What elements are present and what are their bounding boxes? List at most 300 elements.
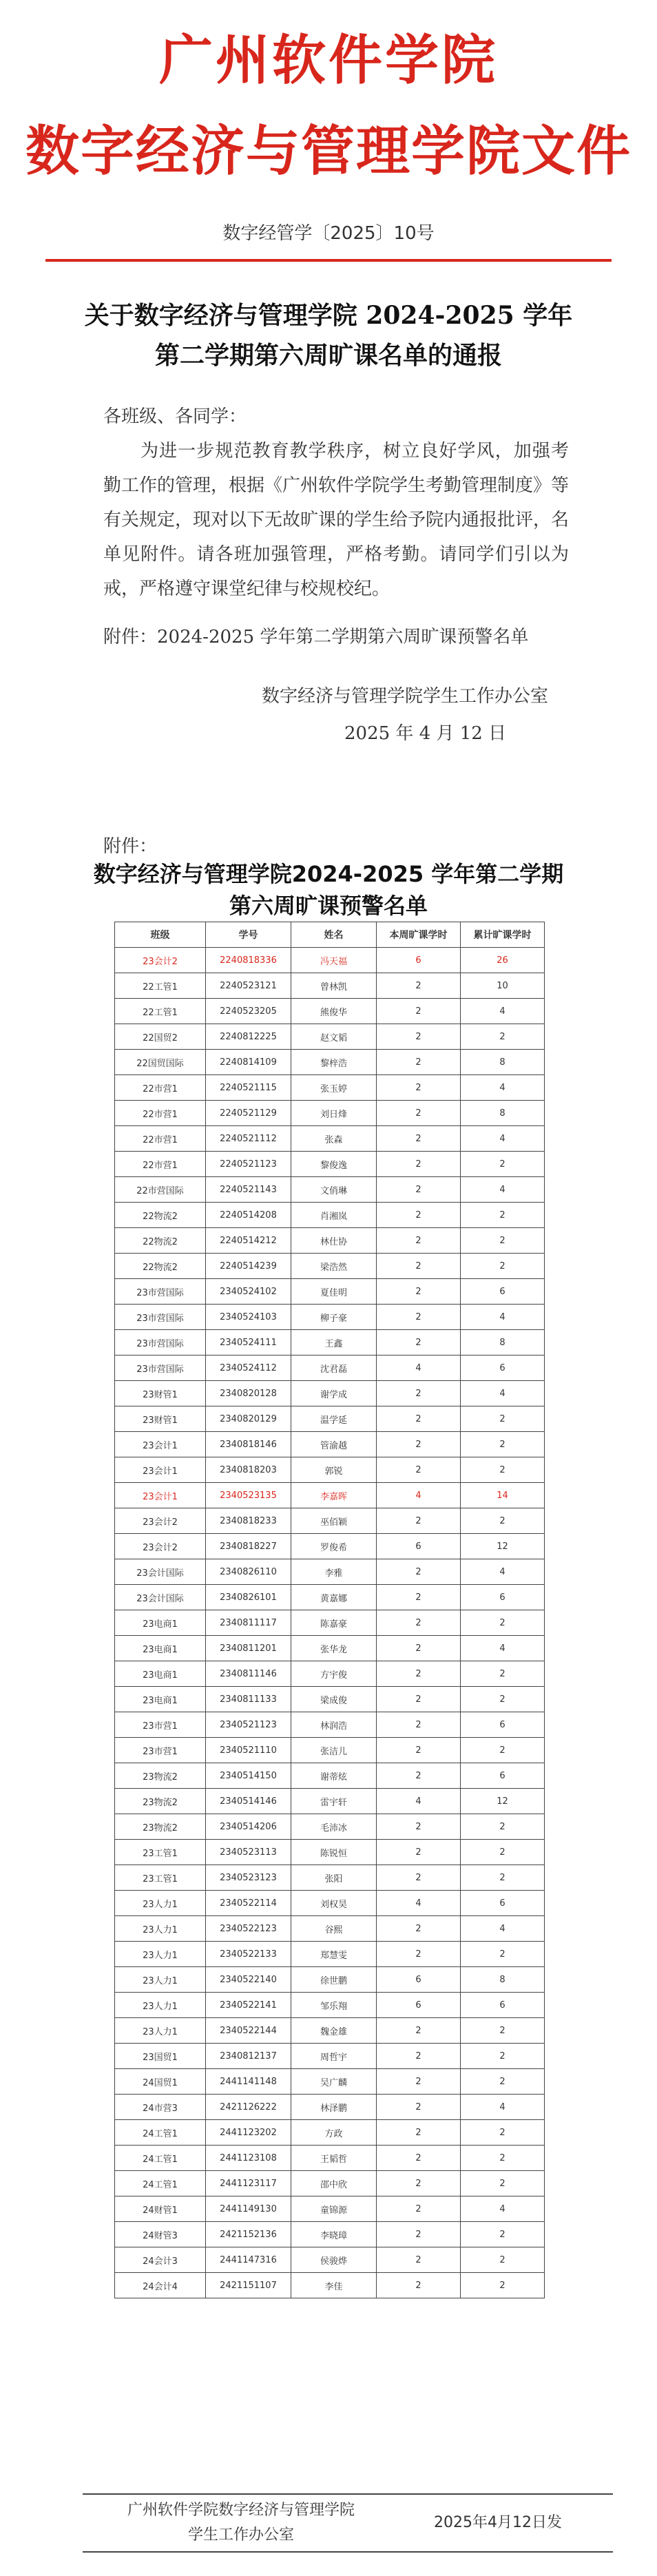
- cell-week-hours: 2: [377, 2069, 461, 2095]
- table-row: [115, 1305, 545, 1330]
- cell-name: 侯骏烨: [291, 2247, 377, 2273]
- cell-student-id: 2340514150: [206, 1763, 291, 1789]
- cell-student-id: 2340514146: [206, 1789, 291, 1814]
- cell-week-hours: 2: [377, 1865, 461, 1891]
- cell-week-hours: 2: [377, 1585, 461, 1610]
- cell-total-hours: 2: [461, 1406, 545, 1432]
- cell-week-hours: 2: [377, 1432, 461, 1457]
- college-document-heading: 数字经济与管理学院文件: [25, 120, 632, 183]
- cell-class: 23物流2: [115, 1814, 206, 1840]
- cell-student-id: 2240521112: [206, 1126, 291, 1152]
- cell-class: 23会计2: [115, 948, 206, 973]
- cell-student-id: 2340522141: [206, 1993, 291, 2018]
- cell-student-id: 2441141148: [206, 2069, 291, 2095]
- cell-total-hours: 2: [461, 1738, 545, 1763]
- cell-total-hours: 2: [461, 2247, 545, 2273]
- table-row: [115, 1024, 545, 1050]
- footer-org-line1: 广州软件学院数字经济与管理学院: [127, 2502, 355, 2519]
- cell-class: 23电商1: [115, 1661, 206, 1687]
- cell-total-hours: 2: [461, 1865, 545, 1891]
- cell-student-id: 2240523205: [206, 999, 291, 1024]
- cell-total-hours: 6: [461, 1585, 545, 1610]
- attachment-line: 附件：2024-2025 学年第二学期第六周旷课预警名单: [103, 627, 529, 647]
- cell-week-hours: 2: [377, 2247, 461, 2273]
- cell-week-hours: 6: [377, 1967, 461, 1993]
- cell-class: 24国贸1: [115, 2069, 206, 2095]
- cell-name: 吴广麟: [291, 2069, 377, 2095]
- cell-class: 23人力1: [115, 1916, 206, 1942]
- cell-week-hours: 2: [377, 1075, 461, 1101]
- cell-week-hours: 2: [377, 1508, 461, 1534]
- cell-total-hours: 2: [461, 2146, 545, 2171]
- cell-name: 林仕协: [291, 1228, 377, 1254]
- cell-name: 张玉婷: [291, 1075, 377, 1101]
- cell-name: 邹乐翔: [291, 1993, 377, 2018]
- cell-name: 方政: [291, 2120, 377, 2146]
- cell-class: 23人力1: [115, 1993, 206, 2018]
- cell-class: 23电商1: [115, 1610, 206, 1636]
- cell-total-hours: 2: [461, 2222, 545, 2247]
- table-row: [115, 1534, 545, 1559]
- table-row: [115, 1406, 545, 1432]
- table-row: [115, 1228, 545, 1254]
- table-row: [115, 1840, 545, 1865]
- cell-week-hours: 2: [377, 1330, 461, 1355]
- table-row: [115, 1559, 545, 1585]
- table-row: [115, 973, 545, 999]
- cell-class: 23市营国际: [115, 1305, 206, 1330]
- cell-name: 谢蒂炫: [291, 1763, 377, 1789]
- cell-name: 李雅: [291, 1559, 377, 1585]
- table-row: [115, 1712, 545, 1738]
- cell-week-hours: 2: [377, 2146, 461, 2171]
- cell-name: 黄嘉娜: [291, 1585, 377, 1610]
- cell-total-hours: 4: [461, 1381, 545, 1406]
- col-week-hours: 本周旷课学时: [377, 922, 461, 948]
- table-row: [115, 1075, 545, 1101]
- col-total-hours: 累计旷课学时: [461, 922, 545, 948]
- cell-name: 黎俊逸: [291, 1152, 377, 1177]
- cell-student-id: 2240814109: [206, 1050, 291, 1075]
- cell-total-hours: 2: [461, 2069, 545, 2095]
- cell-class: 22市营国际: [115, 1177, 206, 1203]
- cell-total-hours: 4: [461, 1559, 545, 1585]
- cell-total-hours: 14: [461, 1483, 545, 1508]
- cell-name: 夏佳明: [291, 1279, 377, 1305]
- cell-total-hours: 8: [461, 1050, 545, 1075]
- table-row: [115, 1967, 545, 1993]
- cell-total-hours: 2: [461, 1228, 545, 1254]
- cell-class: 23会计2: [115, 1534, 206, 1559]
- cell-class: 22国贸2: [115, 1024, 206, 1050]
- cell-name: 李晓璋: [291, 2222, 377, 2247]
- table-row: [115, 999, 545, 1024]
- cell-class: 24工管1: [115, 2120, 206, 2146]
- cell-week-hours: 2: [377, 2222, 461, 2247]
- table-row: [115, 1763, 545, 1789]
- cell-class: 23电商1: [115, 1687, 206, 1712]
- cell-week-hours: 2: [377, 1687, 461, 1712]
- cell-week-hours: 2: [377, 2171, 461, 2196]
- cell-name: 曾林凯: [291, 973, 377, 999]
- cell-total-hours: 4: [461, 2196, 545, 2222]
- cell-total-hours: 26: [461, 948, 545, 973]
- table-row: [115, 1279, 545, 1305]
- cell-name: 李佳: [291, 2273, 377, 2298]
- cell-total-hours: 2: [461, 1152, 545, 1177]
- table-header-row: [115, 922, 545, 948]
- cell-student-id: 2240514212: [206, 1228, 291, 1254]
- cell-student-id: 2240523121: [206, 973, 291, 999]
- cell-total-hours: 2: [461, 1432, 545, 1457]
- cell-class: 24财管3: [115, 2222, 206, 2247]
- cell-name: 周哲宇: [291, 2044, 377, 2069]
- cell-week-hours: 2: [377, 1050, 461, 1075]
- cell-week-hours: 2: [377, 1559, 461, 1585]
- cell-student-id: 2340523135: [206, 1483, 291, 1508]
- cell-name: 巫佰颖: [291, 1508, 377, 1534]
- table-row: [115, 1916, 545, 1942]
- cell-class: 23会计2: [115, 1508, 206, 1534]
- cell-week-hours: 2: [377, 2196, 461, 2222]
- cell-name: 张洁儿: [291, 1738, 377, 1763]
- cell-class: 24会计4: [115, 2273, 206, 2298]
- cell-student-id: 2421151107: [206, 2273, 291, 2298]
- cell-name: 徐世鹏: [291, 1967, 377, 1993]
- cell-name: 郭锐: [291, 1457, 377, 1483]
- cell-class: 24会计3: [115, 2247, 206, 2273]
- cell-class: 22物流2: [115, 1254, 206, 1279]
- notice-title-line1: 关于数字经济与管理学院 2024-2025 学年: [84, 301, 573, 330]
- cell-name: 刘日烽: [291, 1101, 377, 1126]
- cell-student-id: 2340523113: [206, 1840, 291, 1865]
- cell-student-id: 2340522133: [206, 1942, 291, 1967]
- cell-week-hours: 2: [377, 1661, 461, 1687]
- cell-class: 23市营国际: [115, 1279, 206, 1305]
- cell-student-id: 2340820128: [206, 1381, 291, 1406]
- table-row: [115, 1814, 545, 1840]
- cell-week-hours: 2: [377, 1712, 461, 1738]
- cell-class: 23会计1: [115, 1432, 206, 1457]
- cell-total-hours: 4: [461, 2095, 545, 2120]
- table-row: [115, 1254, 545, 1279]
- notice-paragraph: 为进一步规范教育教学秩序，树立良好学风，加强考勤工作的管理，根据《广州软件学院学生考勤管理制度》等有关规定，现对以下无故旷课的学生给予院内通报批评，名单见附件。请各班加强管理，严格考勤。请同学们引以为戒，严格遵守课堂纪律与校规校纪。: [103, 441, 570, 599]
- cell-week-hours: 2: [377, 1126, 461, 1152]
- cell-name: 温学延: [291, 1406, 377, 1432]
- cell-week-hours: 2: [377, 1738, 461, 1763]
- table-row: [115, 1585, 545, 1610]
- table-row: [115, 1457, 545, 1483]
- cell-class: 23国贸1: [115, 2044, 206, 2069]
- cell-name: 魏金雄: [291, 2018, 377, 2044]
- cell-class: 23市营1: [115, 1712, 206, 1738]
- red-divider: [45, 259, 612, 262]
- cell-total-hours: 2: [461, 1024, 545, 1050]
- cell-class: 23工管1: [115, 1865, 206, 1891]
- cell-name: 毛沛冰: [291, 1814, 377, 1840]
- cell-student-id: 2340812137: [206, 2044, 291, 2069]
- cell-total-hours: 8: [461, 1101, 545, 1126]
- cell-class: 22市营1: [115, 1075, 206, 1101]
- cell-week-hours: 2: [377, 973, 461, 999]
- table-row: [115, 1381, 545, 1406]
- cell-student-id: 2441123117: [206, 2171, 291, 2196]
- table-row: [115, 1661, 545, 1687]
- cell-name: 刘权昊: [291, 1891, 377, 1916]
- cell-week-hours: 2: [377, 1024, 461, 1050]
- table-row: [115, 1687, 545, 1712]
- cell-student-id: 2340818146: [206, 1432, 291, 1457]
- cell-total-hours: 4: [461, 1177, 545, 1203]
- cell-class: 22物流2: [115, 1228, 206, 1254]
- cell-class: 23财管1: [115, 1406, 206, 1432]
- cell-total-hours: 4: [461, 1075, 545, 1101]
- table-row: [115, 2018, 545, 2044]
- cell-student-id: 2340826110: [206, 1559, 291, 1585]
- signature: 数字经济与管理学院学生工作办公室: [262, 686, 549, 707]
- cell-student-id: 2340522144: [206, 2018, 291, 2044]
- table-row: [115, 2171, 545, 2196]
- cell-week-hours: 4: [377, 1891, 461, 1916]
- cell-name: 王鑫: [291, 1330, 377, 1355]
- cell-total-hours: 2: [461, 2044, 545, 2069]
- cell-name: 谢学成: [291, 1381, 377, 1406]
- footer-divider-bottom: [83, 2551, 613, 2553]
- cell-week-hours: 2: [377, 1610, 461, 1636]
- table-row: [115, 1152, 545, 1177]
- table-row: [115, 1101, 545, 1126]
- absence-table: [114, 922, 545, 2298]
- cell-week-hours: 2: [377, 1457, 461, 1483]
- cell-class: 23工管1: [115, 1840, 206, 1865]
- table-row: [115, 1177, 545, 1203]
- cell-week-hours: 2: [377, 1814, 461, 1840]
- cell-week-hours: 2: [377, 1406, 461, 1432]
- cell-class: 23人力1: [115, 1891, 206, 1916]
- cell-student-id: 2441147316: [206, 2247, 291, 2273]
- cell-week-hours: 2: [377, 1101, 461, 1126]
- cell-total-hours: 4: [461, 1636, 545, 1661]
- cell-class: 22工管1: [115, 973, 206, 999]
- notice-title-line2: 第二学期第六周旷课名单的通报: [154, 341, 502, 370]
- cell-name: 李嘉晖: [291, 1483, 377, 1508]
- cell-week-hours: 2: [377, 1279, 461, 1305]
- table-row: [115, 2044, 545, 2069]
- cell-class: 23人力1: [115, 1967, 206, 1993]
- cell-week-hours: 2: [377, 1381, 461, 1406]
- cell-week-hours: 2: [377, 2044, 461, 2069]
- cell-student-id: 2340521110: [206, 1738, 291, 1763]
- cell-class: 24工管1: [115, 2146, 206, 2171]
- cell-week-hours: 2: [377, 1203, 461, 1228]
- cell-class: 24工管1: [115, 2171, 206, 2196]
- cell-student-id: 2340522114: [206, 1891, 291, 1916]
- cell-name: 林润浩: [291, 1712, 377, 1738]
- cell-name: 管渝越: [291, 1432, 377, 1457]
- cell-name: 柳子豪: [291, 1305, 377, 1330]
- cell-name: 罗俊希: [291, 1534, 377, 1559]
- cell-class: 23会计1: [115, 1457, 206, 1483]
- cell-name: 林泽鹏: [291, 2095, 377, 2120]
- cell-student-id: 2240521129: [206, 1101, 291, 1126]
- cell-week-hours: 2: [377, 1177, 461, 1203]
- table-row: [115, 1942, 545, 1967]
- cell-total-hours: 2: [461, 1610, 545, 1636]
- cell-total-hours: 6: [461, 1763, 545, 1789]
- cell-student-id: 2240521115: [206, 1075, 291, 1101]
- cell-week-hours: 2: [377, 1228, 461, 1254]
- cell-class: 22物流2: [115, 1203, 206, 1228]
- cell-total-hours: 4: [461, 1916, 545, 1942]
- cell-student-id: 2340524111: [206, 1330, 291, 1355]
- cell-student-id: 2240812225: [206, 1024, 291, 1050]
- table-row: [115, 1355, 545, 1381]
- cell-total-hours: 4: [461, 1126, 545, 1152]
- cell-total-hours: 2: [461, 1687, 545, 1712]
- table-row: [115, 2120, 545, 2146]
- cell-name: 张森: [291, 1126, 377, 1152]
- cell-total-hours: 2: [461, 1814, 545, 1840]
- col-class: 班级: [115, 922, 206, 948]
- cell-total-hours: 2: [461, 1942, 545, 1967]
- cell-class: 22国贸国际: [115, 1050, 206, 1075]
- cell-total-hours: 2: [461, 2120, 545, 2146]
- cell-week-hours: 2: [377, 1763, 461, 1789]
- cell-student-id: 2340523123: [206, 1865, 291, 1891]
- cell-student-id: 2441149130: [206, 2196, 291, 2222]
- cell-total-hours: 6: [461, 1279, 545, 1305]
- cell-week-hours: 2: [377, 1254, 461, 1279]
- table-row: [115, 1432, 545, 1457]
- table-row: [115, 2222, 545, 2247]
- cell-name: 陈锐恒: [291, 1840, 377, 1865]
- cell-week-hours: 4: [377, 1789, 461, 1814]
- cell-name: 熊俊华: [291, 999, 377, 1024]
- cell-student-id: 2240514208: [206, 1203, 291, 1228]
- cell-total-hours: 6: [461, 1993, 545, 2018]
- cell-class: 24市营3: [115, 2095, 206, 2120]
- cell-name: 黎梓浩: [291, 1050, 377, 1075]
- cell-student-id: 2240514239: [206, 1254, 291, 1279]
- cell-student-id: 2340818233: [206, 1508, 291, 1534]
- cell-class: 23市营国际: [115, 1355, 206, 1381]
- table-row: [115, 2069, 545, 2095]
- cell-class: 23物流2: [115, 1789, 206, 1814]
- table-row: [115, 1738, 545, 1763]
- cell-class: 22市营1: [115, 1101, 206, 1126]
- cell-student-id: 2421126222: [206, 2095, 291, 2120]
- table-row: [115, 2273, 545, 2298]
- table-row: [115, 1126, 545, 1152]
- cell-student-id: 2421152136: [206, 2222, 291, 2247]
- cell-name: 梁成俊: [291, 1687, 377, 1712]
- cell-week-hours: 2: [377, 1636, 461, 1661]
- cell-total-hours: 4: [461, 1305, 545, 1330]
- cell-class: 23会计1: [115, 1483, 206, 1508]
- cell-total-hours: 2: [461, 1457, 545, 1483]
- cell-class: 23市营国际: [115, 1330, 206, 1355]
- cell-week-hours: 2: [377, 999, 461, 1024]
- cell-student-id: 2340820129: [206, 1406, 291, 1432]
- cell-week-hours: 2: [377, 1916, 461, 1942]
- table-row: [115, 2196, 545, 2222]
- cell-name: 文俏琳: [291, 1177, 377, 1203]
- cell-total-hours: 2: [461, 1254, 545, 1279]
- cell-student-id: 2340826101: [206, 1585, 291, 1610]
- cell-week-hours: 2: [377, 1840, 461, 1865]
- cell-week-hours: 2: [377, 1305, 461, 1330]
- appendix-label: 附件：: [103, 836, 158, 857]
- cell-student-id: 2340522123: [206, 1916, 291, 1942]
- cell-total-hours: 8: [461, 1330, 545, 1355]
- footer-org-line2: 学生工作办公室: [187, 2526, 294, 2544]
- table-row: [115, 948, 545, 973]
- cell-week-hours: 6: [377, 1534, 461, 1559]
- table-row: [115, 1203, 545, 1228]
- cell-total-hours: 6: [461, 1712, 545, 1738]
- cell-week-hours: 6: [377, 1993, 461, 2018]
- cell-week-hours: 6: [377, 948, 461, 973]
- table-row: [115, 1891, 545, 1916]
- cell-total-hours: 6: [461, 1891, 545, 1916]
- cell-student-id: 2340524103: [206, 1305, 291, 1330]
- cell-name: 陈嘉豪: [291, 1610, 377, 1636]
- table-row: [115, 1508, 545, 1534]
- cell-total-hours: 12: [461, 1789, 545, 1814]
- cell-total-hours: 12: [461, 1534, 545, 1559]
- cell-class: 24财管1: [115, 2196, 206, 2222]
- cell-name: 谷熙: [291, 1916, 377, 1942]
- table-row: [115, 1789, 545, 1814]
- cell-week-hours: 2: [377, 1942, 461, 1967]
- cell-class: 23人力1: [115, 2018, 206, 2044]
- footer-divider-top: [83, 2493, 613, 2495]
- cell-name: 梁浩然: [291, 1254, 377, 1279]
- cell-name: 雷宇轩: [291, 1789, 377, 1814]
- cell-student-id: 2240521123: [206, 1152, 291, 1177]
- cell-class: 23人力1: [115, 1942, 206, 1967]
- cell-class: 23物流2: [115, 1763, 206, 1789]
- cell-student-id: 2340524102: [206, 1279, 291, 1305]
- table-row: [115, 1610, 545, 1636]
- table-row: [115, 2095, 545, 2120]
- cell-student-id: 2340818203: [206, 1457, 291, 1483]
- appendix-title-line1: 数字经济与管理学院2024-2025 学年第二学期: [93, 861, 564, 887]
- footer-issue-date: 2025年4月12日发: [434, 2514, 562, 2531]
- cell-student-id: 2340524112: [206, 1355, 291, 1381]
- table-row: [115, 2247, 545, 2273]
- cell-student-id: 2441123202: [206, 2120, 291, 2146]
- cell-name: 沈君磊: [291, 1355, 377, 1381]
- cell-total-hours: 2: [461, 1840, 545, 1865]
- cell-class: 23会计国际: [115, 1559, 206, 1585]
- cell-total-hours: 2: [461, 1661, 545, 1687]
- cell-week-hours: 4: [377, 1483, 461, 1508]
- cell-name: 郑慧雯: [291, 1942, 377, 1967]
- cell-student-id: 2340811117: [206, 1610, 291, 1636]
- cell-total-hours: 8: [461, 1967, 545, 1993]
- cell-total-hours: 2: [461, 2273, 545, 2298]
- cell-week-hours: 2: [377, 2095, 461, 2120]
- cell-week-hours: 2: [377, 2018, 461, 2044]
- cell-class: 23财管1: [115, 1381, 206, 1406]
- cell-week-hours: 2: [377, 2273, 461, 2298]
- cell-student-id: 2340818227: [206, 1534, 291, 1559]
- cell-class: 23电商1: [115, 1636, 206, 1661]
- cell-name: 邵中欣: [291, 2171, 377, 2196]
- cell-name: 童锦源: [291, 2196, 377, 2222]
- col-student-id: 学号: [206, 922, 291, 948]
